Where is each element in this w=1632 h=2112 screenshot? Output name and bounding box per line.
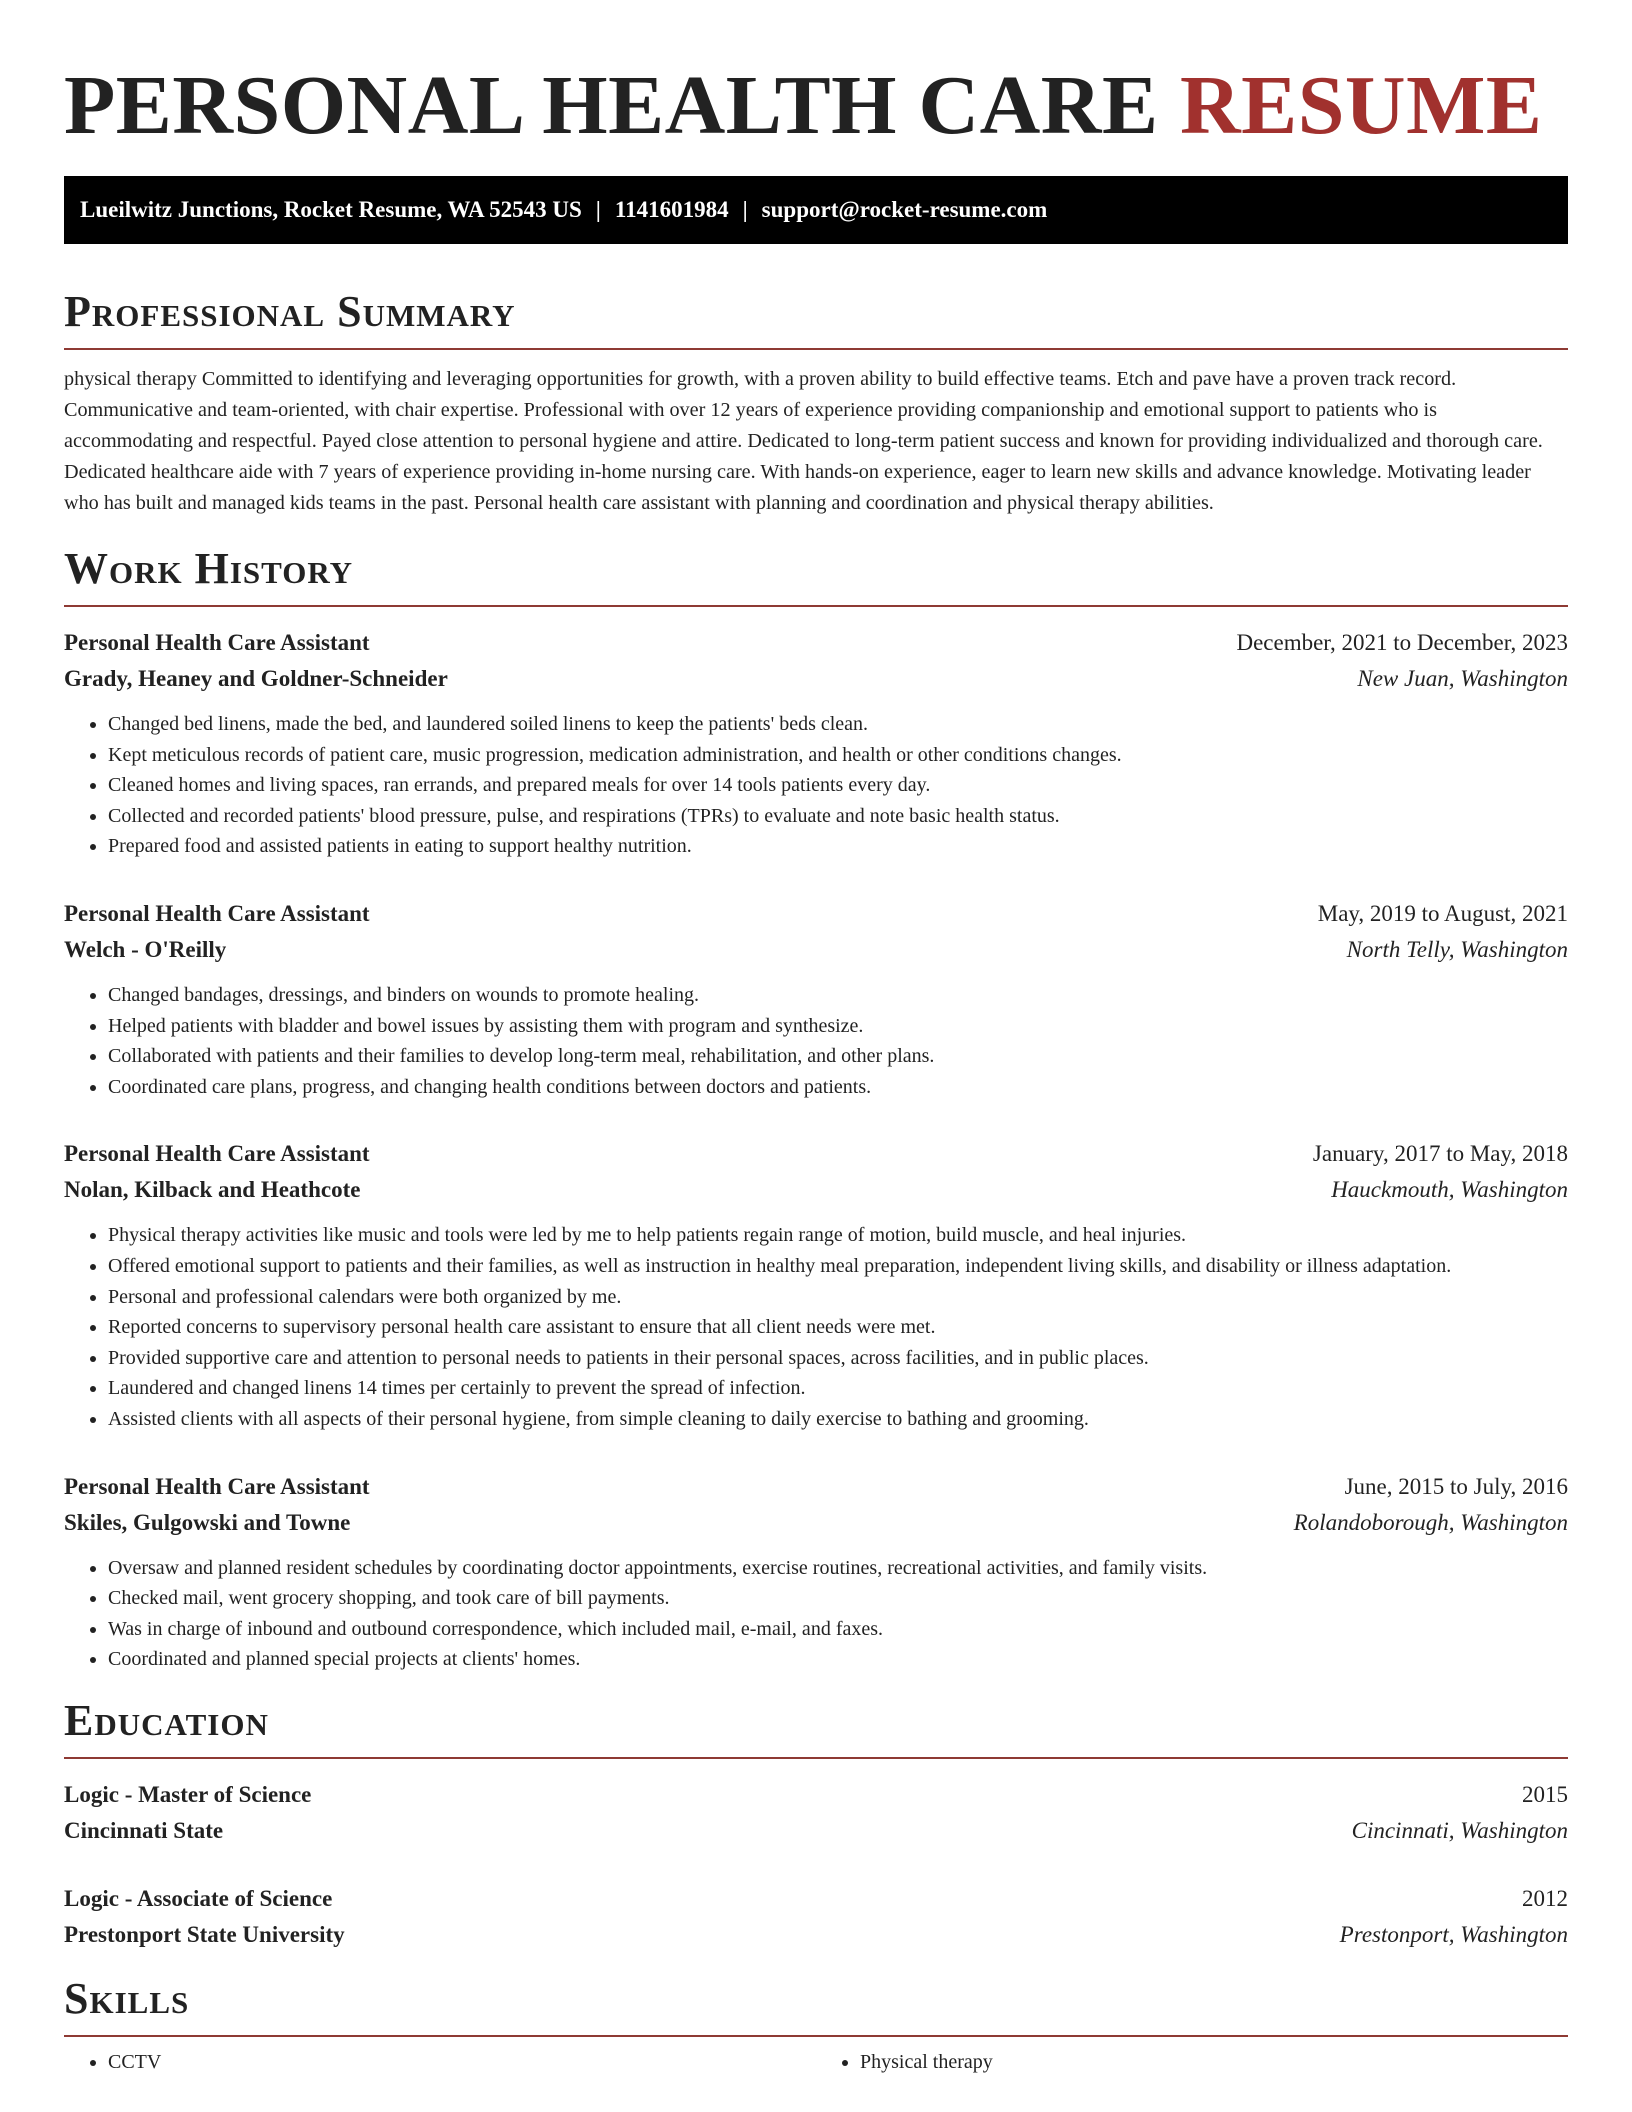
contact-bar	[64, 176, 1568, 244]
job-bullet: • Coordinated and planned special projects at clients' homes.	[108, 1644, 1568, 1675]
job-bullet: • Prepared food and assisted patients in eating to support healthy nutrition.	[108, 831, 1568, 862]
job-dates: June, 2015 to July, 2016	[1344, 1473, 1568, 1499]
education-entry	[64, 1881, 1568, 1953]
contact-email[interactable]: support@rocket-resume.com	[761, 197, 1048, 222]
resume-page	[64, 0, 1568, 2077]
job-bullet: • Offered emotional support to patients and their families, as well as instruction in healthy meal preparation, independent living skills, and disability or illness adaptation.	[108, 1251, 1568, 1282]
education-year: 2015	[1522, 1781, 1568, 1807]
job-bullet: • Provided supportive care and attention to personal needs to patients in their personal spaces, across facilities, and in public places.	[108, 1343, 1568, 1374]
job-bullets	[64, 980, 1568, 1102]
education-location: Prestonport, Washington	[1339, 1921, 1568, 1947]
contact-phone: 1141601984	[614, 197, 729, 222]
resume-title	[64, 56, 1568, 156]
job-role: Personal Health Care Assistant	[64, 630, 370, 655]
job-bullet: • Changed bandages, dressings, and binders on wounds to promote healing.	[108, 980, 1568, 1011]
job-entry	[64, 1469, 1568, 1675]
job-bullet: • Helped patients with bladder and bowel issues by assisting them with program and synthesize.	[108, 1011, 1568, 1042]
skill-item: • Physical therapy	[860, 2047, 1568, 2077]
education-entry	[64, 1777, 1568, 1849]
job-bullet: • Assisted clients with all aspects of their personal hygiene, from simple cleaning to daily exercise to bathing and grooming.	[108, 1404, 1568, 1435]
job-bullet: • Changed bed linens, made the bed, and laundered soiled linens to keep the patients' beds clean.	[108, 709, 1568, 740]
skills-column-left	[64, 2047, 816, 2077]
skill-item: • CCTV	[108, 2047, 816, 2077]
job-entry	[64, 1136, 1568, 1434]
summary-heading: Professional Summary	[64, 284, 1568, 350]
skills-list	[64, 2047, 1568, 2077]
job-entry	[64, 625, 1568, 862]
job-bullets	[64, 1220, 1568, 1434]
job-dates: December, 2021 to December, 2023	[1236, 630, 1568, 655]
job-bullets	[64, 709, 1568, 862]
job-bullet: • Laundered and changed linens 14 times per certainly to prevent the spread of infection.	[108, 1373, 1568, 1404]
skills-column-right	[816, 2047, 1568, 2077]
job-location: North Telly, Washington	[1346, 936, 1568, 962]
job-role: Personal Health Care Assistant	[64, 1473, 370, 1499]
education-heading: Education	[64, 1693, 1568, 1759]
job-role: Personal Health Care Assistant	[64, 1141, 370, 1167]
job-location: New Juan, Washington	[1357, 666, 1568, 691]
education-school: Prestonport State University	[64, 1921, 345, 1947]
job-company: Grady, Heaney and Goldner-Schneider	[64, 666, 448, 691]
summary-text: physical therapy Committed to identifying and leveraging opportunities for growth, with a proven ability to build effective teams. Etch and pave have a proven track record. Communicative and team-oriented, with chair expertise. Professional with over 12 years of experience providing companionship and emotional support to patients who is accommodating and respectful. Payed close attention to personal hygiene and attire. Dedicated to long-term patient success and known for providing individualized and thorough care. Dedicated healthcare aide with 7 years of experience providing in-home nursing care. With hands-on experience, eager to learn new skills and advance knowledge. Motivating leader who has built and managed kids teams in the past. Personal health care assistant with planning and coordination and physical therapy abilities.	[64, 368, 1543, 514]
education-location: Cincinnati, Washington	[1351, 1817, 1568, 1843]
job-bullet: • Physical therapy activities like music and tools were led by me to help patients regain range of motion, build muscle, and heal injuries.	[108, 1220, 1568, 1251]
contact-separator: |	[742, 197, 748, 222]
job-bullet: • Checked mail, went grocery shopping, and took care of bill payments.	[108, 1583, 1568, 1614]
job-role: Personal Health Care Assistant	[64, 900, 370, 926]
job-entry	[64, 896, 1568, 1102]
education-school: Cincinnati State	[64, 1817, 224, 1843]
education-degree: Logic - Associate of Science	[64, 1885, 333, 1911]
job-bullet: • Cleaned homes and living spaces, ran errands, and prepared meals for over 14 tools patients every day.	[108, 770, 1568, 801]
contact-address: Lueilwitz Junctions, Rocket Resume, WA 52543 US	[80, 197, 582, 222]
contact-separator: |	[595, 197, 601, 222]
job-bullet: • Reported concerns to supervisory personal health care assistant to ensure that all client needs were met.	[108, 1312, 1568, 1343]
education-degree: Logic - Master of Science	[64, 1781, 312, 1807]
work-history-heading: Work History	[64, 541, 1568, 607]
job-bullet: • Was in charge of inbound and outbound correspondence, which included mail, e-mail, and faxes.	[108, 1614, 1568, 1645]
title-accent: RESUME	[1180, 59, 1543, 152]
job-bullet: • Coordinated care plans, progress, and changing health conditions between doctors and patients.	[108, 1072, 1568, 1103]
job-bullets	[64, 1553, 1568, 1675]
job-bullet: • Collected and recorded patients' blood pressure, pulse, and respirations (TPRs) to evaluate and note basic health status.	[108, 801, 1568, 832]
job-bullet: • Oversaw and planned resident schedules by coordinating doctor appointments, exercise routines, recreational activities, and family visits.	[108, 1553, 1568, 1584]
skills-heading: Skills	[64, 1971, 1568, 2037]
job-location: Hauckmouth, Washington	[1331, 1177, 1568, 1203]
job-bullet: • Kept meticulous records of patient care, music progression, medication administration, and health or other conditions changes.	[108, 740, 1568, 771]
job-company: Welch - O'Reilly	[64, 936, 227, 962]
job-company: Skiles, Gulgowski and Towne	[64, 1509, 351, 1535]
title-main: PERSONAL HEALTH CARE	[64, 59, 1159, 152]
job-bullet: • Collaborated with patients and their families to develop long-term meal, rehabilitation, and other plans.	[108, 1041, 1568, 1072]
education-year: 2012	[1522, 1885, 1568, 1911]
job-company: Nolan, Kilback and Heathcote	[64, 1177, 361, 1203]
job-bullet: • Personal and professional calendars were both organized by me.	[108, 1282, 1568, 1313]
job-dates: May, 2019 to August, 2021	[1317, 900, 1568, 926]
job-dates: January, 2017 to May, 2018	[1312, 1141, 1568, 1167]
job-location: Rolandoborough, Washington	[1293, 1509, 1568, 1535]
